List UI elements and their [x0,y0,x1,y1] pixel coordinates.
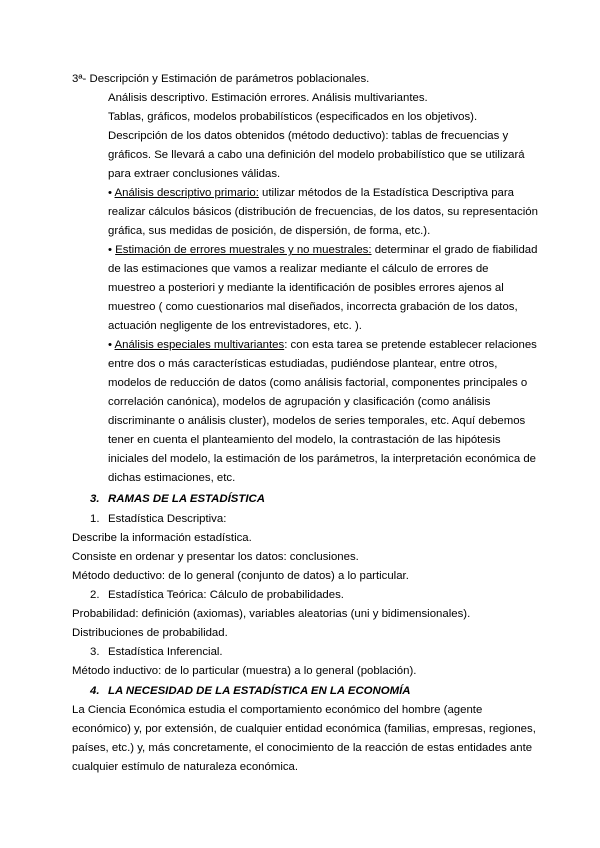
inductive-line: Método inductivo: de lo particular (muestra) a lo general (población). [72,665,417,677]
item-2-text: Estadística Teórica: Cálculo de probabilidades. [108,589,344,601]
bullet3-line-4: correlación canónica), modelos de agrupación y clasificación (como análisis [108,396,491,408]
bullet3-line-3: modelos de reducción de datos (como análisis factorial, componentes principales o [108,377,528,389]
probability-line: Probabilidad: definición (axiomas), variables aleatorias (uni y bidimensionales). [72,608,471,620]
economics-line-1: La Ciencia Económica estudia el comportamiento económico del hombre (agente [72,704,483,716]
heading-4-title: LA NECESIDAD DE LA ESTADÍSTICA EN LA ECONOMÍA [108,685,411,697]
bullet3-line-6: tener en cuenta el planteamiento del modelo, la contrastación de las hipótesis [108,434,501,446]
bullet-text: determinar el grado de fiabilidad [371,244,538,256]
bullet-glyph: • [108,244,116,256]
bullet-label: Estimación de errores muestrales y no muestrales: [115,244,372,256]
bullet-label: Análisis descriptivo primario: [114,187,259,199]
bullet-glyph: • [108,339,115,351]
economics-line-2: económico) y, por extensión, de cualquier entidad económica (familias, empresas, regiones, [72,723,536,735]
item-1-number: 1. [90,513,100,525]
bullet1-line-3: gráfica, sus medidas de posición, de dispersión, de forma, etc.). [108,225,431,237]
bullet-error-estimation [108,243,537,257]
bullet-text: utilizar métodos de la Estadística Descriptiva para [258,187,515,199]
economics-line-4: cualquier estímulo de naturaleza económica. [72,761,299,773]
bullet2-line-5: actuación negligente de los entrevistadores, etc. ). [108,320,362,332]
analysis-list-line: Análisis descriptivo. Estimación errores. Análisis multivariantes. [108,92,428,104]
bullet2-line-3: muestreo a posteriori y mediante la identificación de posibles errores ajenos al [108,282,504,294]
bullet3-line-2: entre dos o más características estudiadas, pudiéndose plantear, entre otros, [108,358,498,370]
bullet-descriptive-primary [108,186,514,200]
deductive-line: Método deductivo: de lo general (conjunto de datos) a lo particular. [72,570,409,582]
heading-4-number: 4. [90,685,100,697]
description-line-1: Descripción de los datos obtenidos (método deductivo): tablas de frecuencias y [108,130,509,142]
item-2-number: 2. [90,589,100,601]
item-3-number: 3. [90,646,100,658]
tables-line: Tablas, gráficos, modelos probabilísticos (especificados en los objetivos). [108,111,478,123]
bullet2-line-4: muestreo ( como cuestionarios mal diseñados, incorrecta grabación de los datos, [108,301,518,313]
bullet-multivariate [108,338,537,352]
bullet2-line-2: de las estimaciones que vamos a realizar mediante el cálculo de errores de [108,263,489,275]
distributions-line: Distribuciones de probabilidad. [72,627,228,639]
bullet-label: Análisis especiales multivariantes [114,339,285,351]
description-line-3: para extraer conclusiones válidas. [108,168,281,180]
section3-heading: 3ª- Descripción y Estimación de parámetros poblacionales. [72,73,370,85]
heading-3-number: 3. [90,493,100,505]
description-line-2: gráficos. Se llevará a cabo una definición del modelo probabilístico que se utilizará [108,149,525,161]
bullet-text: : con esta tarea se pretende establecer relaciones [284,339,537,351]
item-3-text: Estadística Inferencial. [108,646,223,658]
item-1-text: Estadística Descriptiva: [108,513,227,525]
bullet-glyph: • [108,187,115,199]
consiste-line: Consiste en ordenar y presentar los datos: conclusiones. [72,551,359,563]
bullet3-line-8: dichas estimaciones, etc. [108,472,236,484]
bullet1-line-2: realizar cálculos básicos (distribución de frecuencias, de los datos, su representación [108,206,538,218]
bullet3-line-5: discriminante o análisis cluster), modelos de series temporales, etc. Aquí debemos [108,415,526,427]
bullet3-line-7: iniciales del modelo, la estimación de los parámetros, la interpretación económica de [108,453,537,465]
heading-3-title: RAMAS DE LA ESTADÍSTICA [108,493,265,505]
economics-line-3: países, etc.) y, más concretamente, el conocimiento de la reacción de estas entidades ante [72,742,533,754]
describe-line: Describe la información estadística. [72,532,252,544]
